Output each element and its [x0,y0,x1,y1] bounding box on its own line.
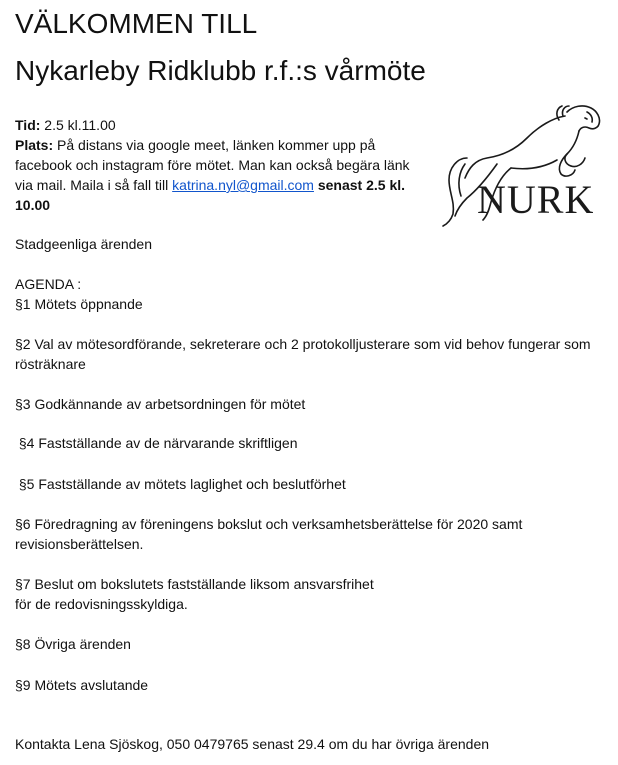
nurk-logo [435,98,605,228]
agenda-item-1: §1 Mötets öppnande [15,296,143,312]
time-row [15,115,425,135]
agenda-item-7: §7 Beslut om bokslutets fastställande liksom ansvarsfrihet [15,576,374,592]
place-row [15,135,425,215]
agenda-item-8: §8 Övriga ärenden [15,636,131,652]
meeting-info [15,115,425,215]
agenda-item-2: §2 Val av mötesordförande, sekreterare och 2 protokolljusterare som vid behov fungerar som rösträknare [15,336,591,372]
agenda-item-4: §4 Fastställande av de närvarande skriftligen [15,435,298,451]
time-label: Tid: [15,117,41,133]
deadline-text: senast 2.5 kl. 10.00 [15,177,406,213]
title-line-1: VÄLKOMMEN TILL [15,8,258,39]
time-value: 2.5 kl.11.00 [40,117,116,133]
agenda-item-7-continued: för de redovisningsskyldiga. [15,596,188,612]
email-link[interactable]: katrina.nyl@gmail.com [172,177,314,193]
contact-line: Kontakta Lena Sjöskog, 050 0479765 senast 29.4 om du har övriga ärenden [15,736,490,752]
agenda-heading: AGENDA : [15,276,82,292]
agenda-item-9: §9 Mötets avslutande [15,677,149,693]
agenda-item-5: §5 Fastställande av mötets laglighet och beslutförhet [15,476,346,492]
agenda-item-6: §6 Föredragning av föreningens bokslut och verksamhetsberättelse för 2020 samt revisionsberättelsen. [15,516,523,552]
title-line-2: Nykarleby Ridklubb r.f.:s vårmöte [15,55,426,86]
place-label: Plats: [15,137,54,153]
agenda-item-3: §3 Godkännande av arbetsordningen för mötet [15,396,306,412]
place-text: På distans via google meet, länken kommer upp på facebook och instagram före mötet. Man kan också begära länk via mail. Maila i så fall till [15,137,410,193]
logo-text: NURK [477,177,595,222]
stadgeenliga-heading: Stadgeenliga ärenden [15,236,153,252]
